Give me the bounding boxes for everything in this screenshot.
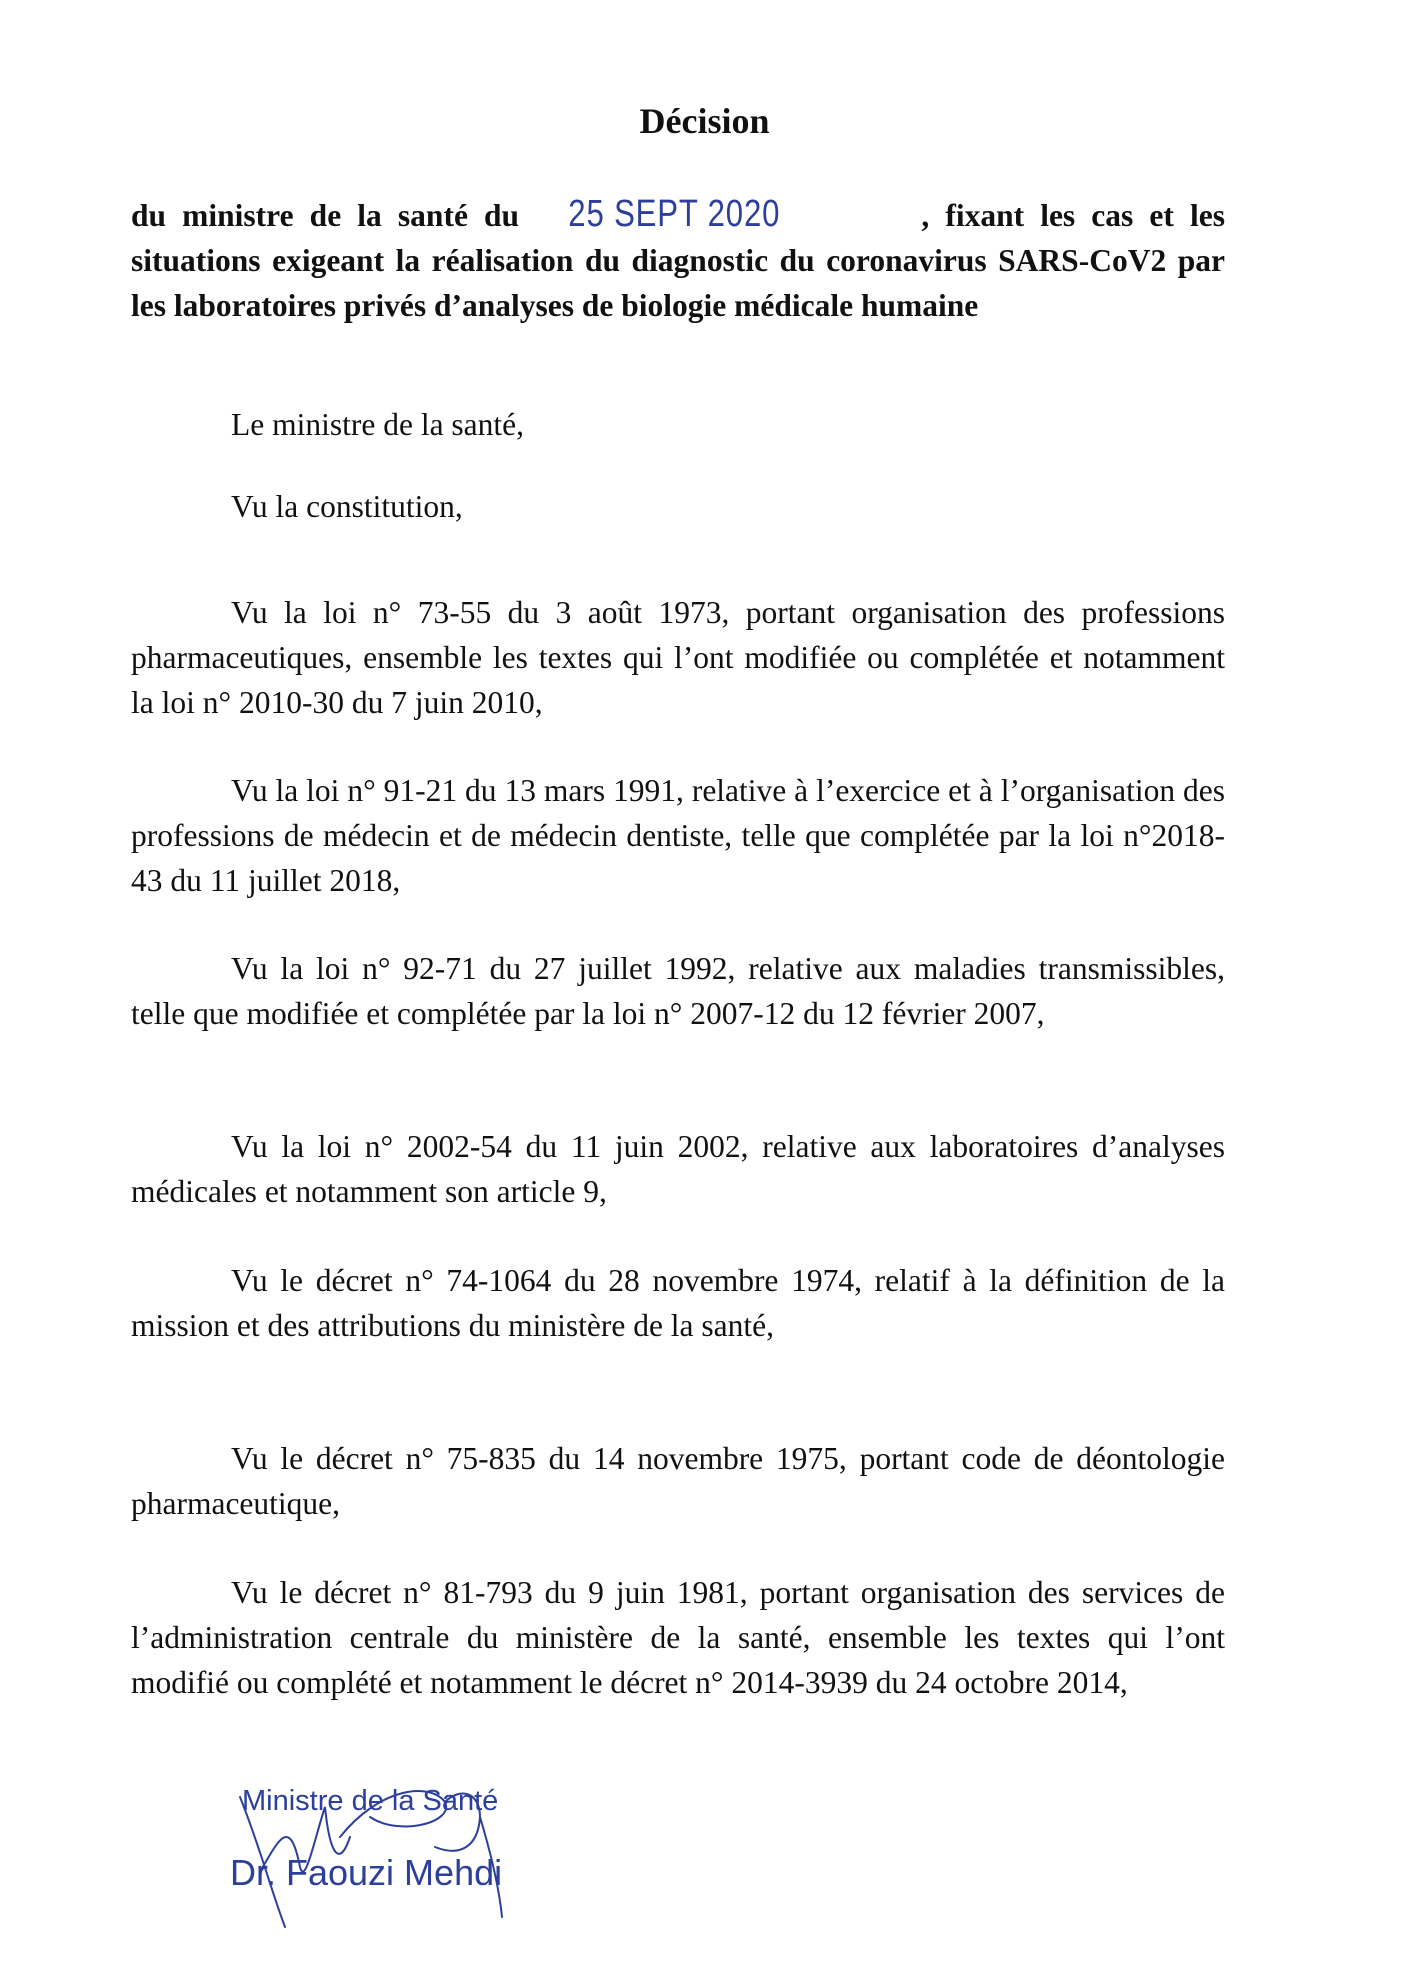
- header-after-date: , fixant les cas et les situations exigeant la réalisation du diagnostic du coronavirus SARS-CoV2 par les laboratoires privés d’analyses de biologie médicale humaine: [131, 198, 1225, 323]
- paragraph-decret-75-835: Vu le décret n° 75-835 du 14 novembre 1975, portant code de déontologie pharmaceutique,: [131, 1441, 1225, 1521]
- handwritten-signature-icon: [230, 1777, 630, 1947]
- signature-stamp: [230, 1777, 630, 1947]
- paragraph-decret-81-793: Vu le décret n° 81-793 du 9 juin 1981, portant organisation des services de l’administration centrale du ministère de la santé, ensemble les textes qui l’ont modifié ou complété et notamment le décret n° 2014-3939 du 24 octobre 2014,: [131, 1575, 1225, 1700]
- paragraph-minister: Le ministre de la santé,: [231, 407, 525, 442]
- header-before-date: du ministre de la santé du: [131, 198, 520, 233]
- paragraph-loi-73-55: Vu la loi n° 73-55 du 3 août 1973, portant organisation des professions pharmaceutiques, ensemble les textes qui l’ont modifiée ou complétée et notamment la loi n° 2010-30 du 7 juin 2010,: [131, 595, 1225, 720]
- signature-title: Ministre de la Santé: [242, 1785, 499, 1817]
- decision-header: [131, 192, 1225, 328]
- paragraph-loi-92-71: Vu la loi n° 92-71 du 27 juillet 1992, relative aux maladies transmissibles, telle que modifiée et complétée par la loi n° 2007-12 du 12 février 2007,: [131, 951, 1225, 1031]
- signature-name: Dr. Faouzi Mehdi: [230, 1852, 503, 1893]
- paragraph-loi-2002-54: Vu la loi n° 2002-54 du 11 juin 2002, relative aux laboratoires d’analyses médicales et notamment son article 9,: [131, 1129, 1225, 1209]
- document-title: Décision: [639, 101, 770, 141]
- date-stamp: 25 SEPT 2020: [568, 193, 781, 235]
- paragraph-loi-91-21: Vu la loi n° 91-21 du 13 mars 1991, relative à l’exercice et à l’organisation des professions de médecin et de médecin dentiste, telle que complétée par la loi n°2018-43 du 11 juillet 2018,: [131, 773, 1225, 898]
- paragraph-constitution: Vu la constitution,: [231, 489, 463, 524]
- paragraph-decret-74-1064: Vu le décret n° 74-1064 du 28 novembre 1974, relatif à la définition de la mission et des attributions du ministère de la santé,: [131, 1263, 1225, 1343]
